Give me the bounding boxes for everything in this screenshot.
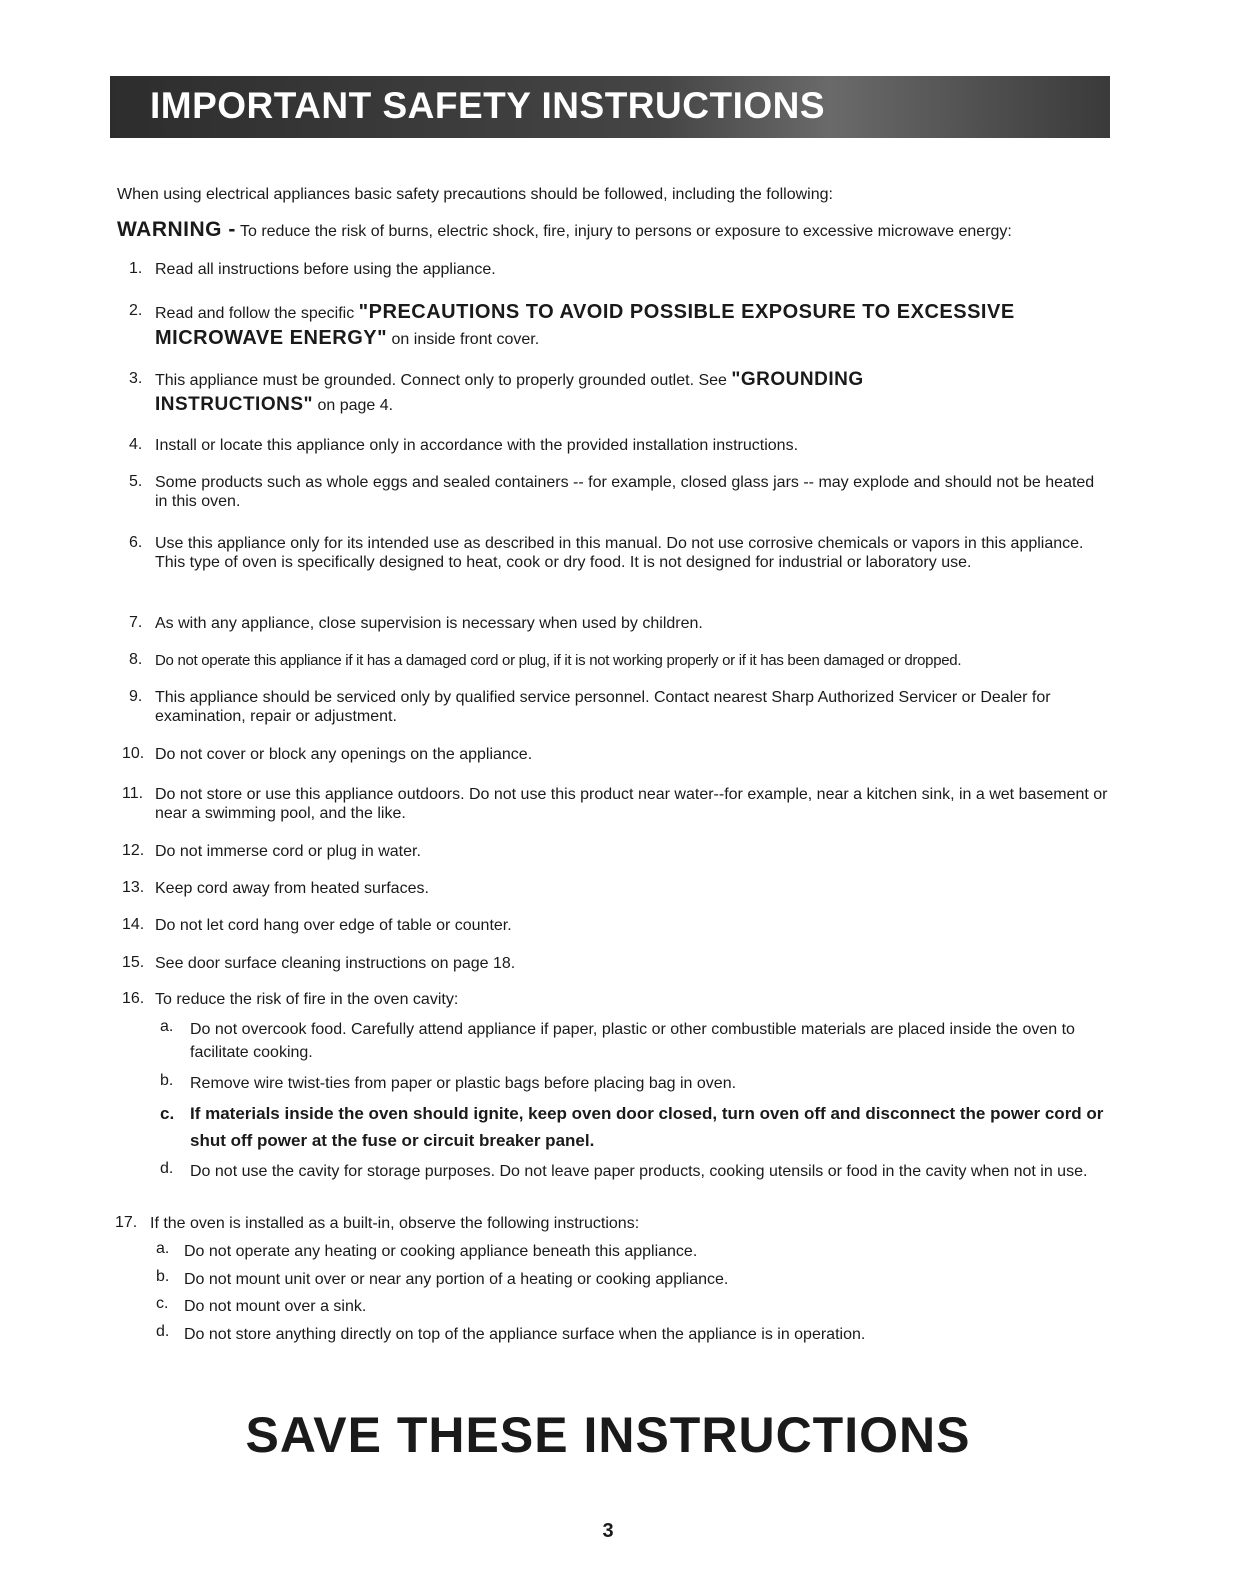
header-banner: [110, 76, 1110, 138]
warning-line: [117, 218, 1012, 242]
intro-text: When using electrical appliances basic safety precautions should be followed, including the following:: [117, 186, 833, 203]
subitem-letter: b.: [156, 1268, 170, 1285]
list-item: Do not store or use this appliance outdoors. Do not use this product near water--for example, near a kitchen sink, in a wet basement or near a swimming pool, and the like.: [155, 786, 1108, 822]
item-number: 2.: [129, 302, 143, 319]
list-item: Do not cover or block any openings on the appliance.: [155, 746, 533, 763]
subitem-text: Do not use the cavity for storage purposes. Do not leave paper products, cooking utensils or food in the cavity when not in use.: [190, 1163, 1088, 1180]
list-item: Read all instructions before using the appliance.: [155, 261, 496, 278]
warning-text: To reduce the risk of burns, electric shock, fire, injury to persons or exposure to excessive microwave energy:: [239, 223, 1012, 240]
list-item: Do not let cord hang over edge of table or counter.: [155, 917, 512, 934]
subitem-text: If materials inside the oven should ignite, keep oven door closed, turn oven off and disconnect the power cord or shut off power at the fuse or circuit breaker panel.: [190, 1104, 1104, 1150]
item-number: 6.: [129, 534, 143, 551]
item-text: Read and follow the specific: [155, 305, 359, 322]
subitem-letter: a.: [156, 1240, 170, 1257]
item-number: 9.: [129, 688, 143, 705]
item-emphasis: "GROUNDING INSTRUCTIONS": [155, 369, 864, 415]
list-item: Keep cord away from heated surfaces.: [155, 880, 429, 897]
item-number: 10.: [122, 745, 145, 762]
item-text: on page 4.: [313, 397, 394, 414]
item-number: 14.: [122, 916, 145, 933]
list-item: If the oven is installed as a built-in, observe the following instructions:: [150, 1215, 640, 1232]
list-item: See door surface cleaning instructions on page 18.: [155, 955, 516, 972]
item-number: 4.: [129, 436, 143, 453]
subitem-text: Do not store anything directly on top of the appliance surface when the appliance is in operation.: [184, 1326, 866, 1343]
subitem-text: Do not mount unit over or near any portion of a heating or cooking appliance.: [184, 1271, 729, 1288]
item-number: 12.: [122, 842, 145, 859]
item-number: 3.: [129, 370, 143, 387]
list-item: Do not operate this appliance if it has a damaged cord or plug, if it is not working properly or if it has been damaged or dropped.: [155, 652, 962, 669]
item-number: 16.: [122, 990, 145, 1007]
subitem-letter: b.: [160, 1072, 174, 1089]
item-number: 7.: [129, 614, 143, 631]
list-item: Install or locate this appliance only in accordance with the provided installation instructions.: [155, 437, 799, 454]
item-text: on inside front cover.: [387, 331, 540, 348]
subitem-text: Do not overcook food. Carefully attend appliance if paper, plastic or other combustible materials are placed inside the oven to facilitate cooking.: [190, 1021, 1075, 1061]
item-number: 8.: [129, 651, 143, 668]
subitem-letter: c.: [156, 1295, 169, 1312]
list-item: Some products such as whole eggs and sealed containers -- for example, closed glass jars -- may explode and should not be heated in this oven.: [155, 474, 1095, 510]
list-item: This appliance should be serviced only by qualified service personnel. Contact nearest Sharp Authorized Servicer or Dealer for examination, repair or adjustment.: [155, 689, 1051, 725]
subitem-text: Remove wire twist-ties from paper or plastic bags before placing bag in oven.: [190, 1075, 737, 1092]
list-item: [155, 300, 1110, 352]
item-emphasis: "PRECAUTIONS TO AVOID POSSIBLE EXPOSURE TO EXCESSIVE MICROWAVE ENERGY": [155, 301, 1015, 349]
warning-label: WARNING -: [117, 218, 236, 241]
list-item: As with any appliance, close supervision is necessary when used by children.: [155, 615, 703, 632]
subitem-letter: c.: [160, 1104, 175, 1123]
page-title: IMPORTANT SAFETY INSTRUCTIONS: [150, 85, 826, 126]
item-number: 15.: [122, 954, 145, 971]
item-text: This appliance must be grounded. Connect only to properly grounded outlet. See: [155, 372, 732, 389]
item-number: 13.: [122, 879, 145, 896]
subitem-text: Do not operate any heating or cooking appliance beneath this appliance.: [184, 1243, 698, 1260]
item-number: 11.: [122, 785, 144, 802]
item-number: 17.: [115, 1214, 138, 1231]
list-item: Do not immerse cord or plug in water.: [155, 843, 421, 860]
list-item: [155, 368, 955, 418]
item-number: 5.: [129, 473, 143, 490]
list-item: To reduce the risk of fire in the oven cavity:: [155, 991, 459, 1008]
subitem-text: Do not mount over a sink.: [184, 1298, 367, 1315]
save-instructions-heading: SAVE THESE INSTRUCTIONS: [245, 1407, 971, 1463]
item-number: 1.: [129, 260, 143, 277]
subitem-letter: a.: [160, 1018, 174, 1035]
page-number: 3: [602, 1520, 614, 1542]
list-item: Use this appliance only for its intended use as described in this manual. Do not use corrosive chemicals or vapors in this appliance. This type of oven is specifically designed to heat, cook or dry food. It is not designed for industrial or laboratory use.: [155, 535, 1084, 571]
subitem-letter: d.: [156, 1323, 170, 1340]
subitem-letter: d.: [160, 1160, 174, 1177]
